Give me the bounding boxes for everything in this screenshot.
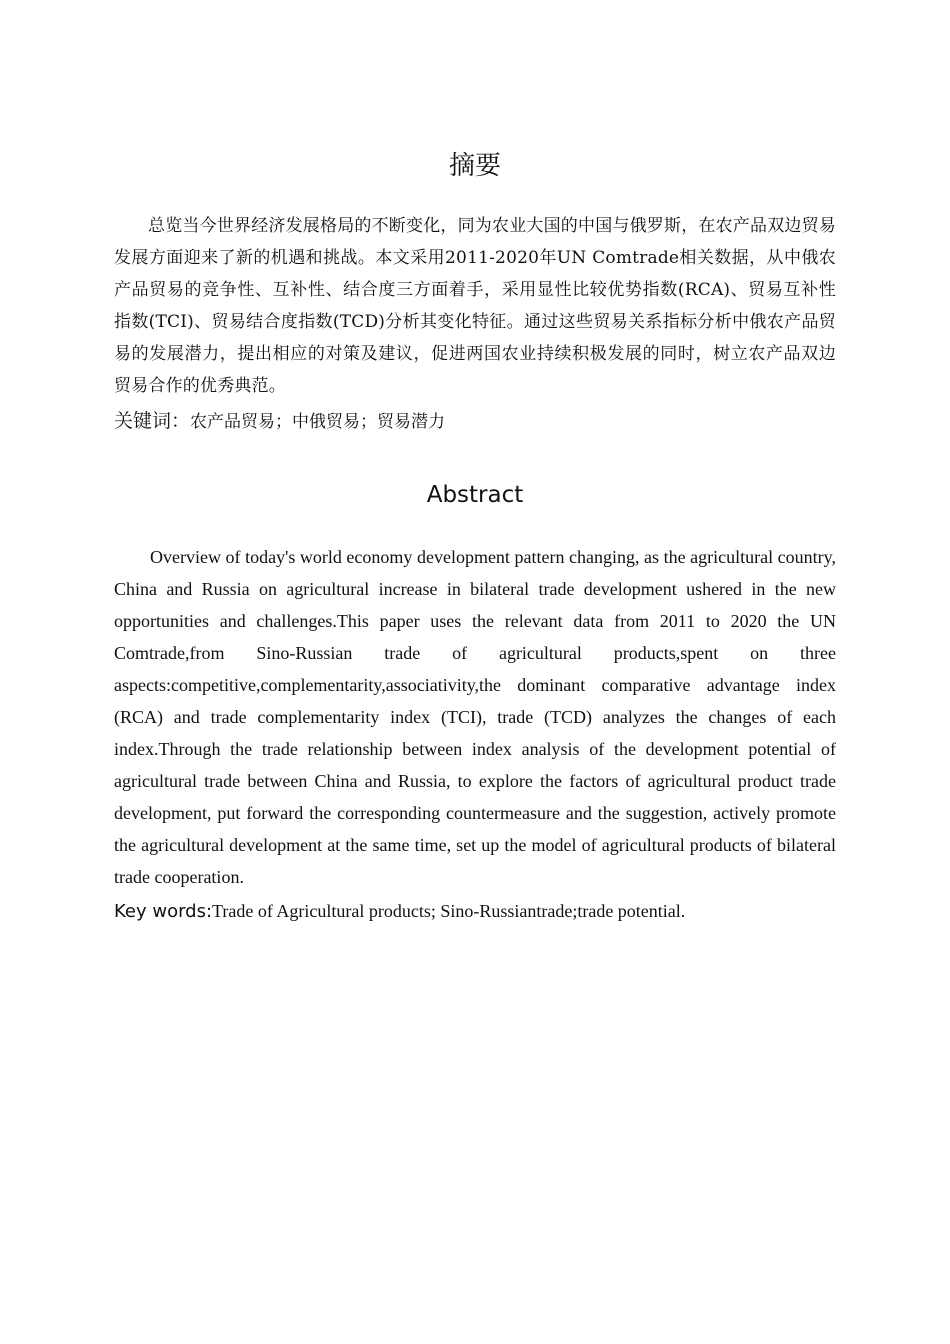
english-keywords-label: Key words: — [114, 901, 213, 922]
english-abstract-title: Abstract — [426, 482, 524, 508]
chinese-keywords-label: 关键词： — [114, 410, 191, 432]
chinese-abstract-body: 总览当今世界经济发展格局的不断变化，同为农业大国的中国与俄罗斯，在农产品双边贸易发展方面迎来了新的机遇和挑战。本文采用2011-2020年UN Comtrade相关数据，从中俄农产品贸易的竞争性、互补性、结合度三方面着手，采用显性比较优势指数(RCA)、贸易互补性指数(TCI)、贸易结合度指数(TCD)分析其变化特征。通过这些贸易关系指标分析中俄农产品贸易的发展潜力，提出相应的对策及建议，促进两国农业持续积极发展的同时，树立农产品双边贸易合作的优秀典范。 — [114, 216, 836, 396]
abstract-content — [114, 146, 836, 928]
chinese-abstract-title: 摘要 — [448, 151, 501, 181]
english-abstract-body: Overview of today's world economy development pattern changing, as the agricultural country, China and Russia on agricultural increase in bilateral trade development ushered in the new opportunities and challenges.This paper uses the relevant data from 2011 to 2020 the UN Comtrade,from Sino-Russian trade of agricultural products,spent on three aspects:competitive,complementarity,associativity,the dominant comparative advantage index (RCA) and trade complementarity index (TCI), trade (TCD) analyzes the changes of each index.Through the trade relationship between index analysis of the development potential of agricultural trade between China and Russia, to explore the factors of agricultural product trade development, put forward the corresponding countermeasure and the suggestion, actively promote the agricultural development at the same time, set up the model of agricultural products of bilateral trade cooperation. — [114, 547, 836, 887]
chinese-keywords-line — [114, 406, 836, 437]
english-keywords-text: Trade of Agricultural products; Sino-Russiantrade;trade potential. — [212, 901, 686, 921]
chinese-keywords-text: 农产品贸易；中俄贸易；贸易潜力 — [190, 412, 446, 432]
english-keywords-line — [114, 895, 836, 928]
